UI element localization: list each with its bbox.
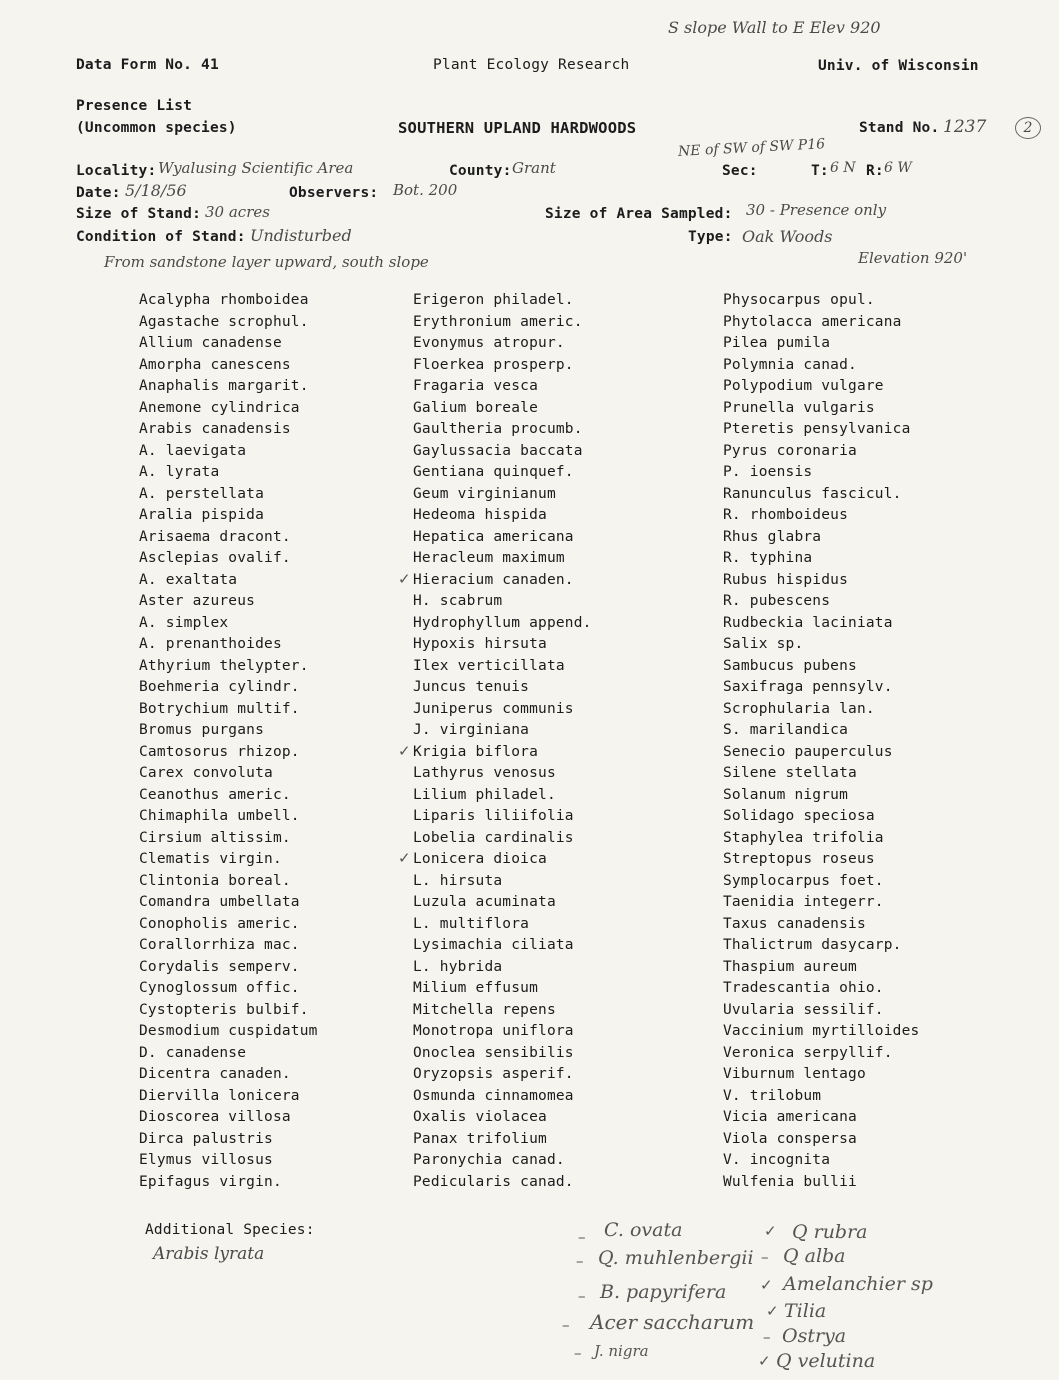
r-value: 6 W — [884, 160, 912, 176]
species-item: Juniperus communis — [413, 700, 574, 717]
species-item: Viburnum lentago — [723, 1066, 866, 1082]
check-mark: – — [763, 1328, 771, 1346]
page-title: SOUTHERN UPLAND HARDWOODS — [398, 119, 637, 137]
species-item: Taenidia integerr. — [723, 894, 884, 910]
species-column-2 — [413, 290, 592, 1193]
species-item: Saxifraga pennsylv. — [723, 679, 893, 695]
species-item: Wulfenia bullii — [723, 1173, 857, 1190]
species-item: Camtosorus rhizop. — [139, 743, 300, 760]
species-item: Viola conspersa — [723, 1130, 857, 1147]
species-item: Cynoglossum offic. — [139, 980, 300, 996]
additional-species-right-6: Q velutina — [776, 1350, 876, 1372]
elevation-note: Elevation 920' — [858, 249, 968, 267]
species-item: Staphylea trifolia — [723, 829, 884, 846]
species-item: P. ioensis — [723, 464, 813, 480]
species-item: Uvularia sessilif. — [723, 1001, 884, 1018]
species-item: Clintonia boreal. — [139, 872, 291, 889]
species-item: Hieracium canaden. — [413, 571, 574, 588]
species-item: Hypoxis hirsuta — [413, 636, 547, 652]
dash-mark: – — [562, 1316, 570, 1334]
species-item: R. rhomboideus — [723, 507, 849, 523]
species-item: Streptopus roseus — [723, 851, 875, 867]
section-value: NE of SW of SW P16 — [677, 136, 826, 160]
species-item: Phytolacca americana — [723, 313, 902, 330]
species-item: Hydrophyllum append. — [413, 614, 592, 631]
sec-label: Sec: — [722, 163, 758, 179]
species-item: Dioscorea villosa — [139, 1109, 291, 1125]
species-item: J. virginiana — [413, 722, 530, 738]
species-item: L. hybrida — [413, 958, 503, 975]
species-item: Diervilla lonicera — [139, 1087, 300, 1104]
additional-species-right-1: Q rubra — [792, 1221, 868, 1243]
r-label: R: — [866, 163, 884, 179]
species-item: Elymus villosus — [139, 1152, 273, 1168]
check-mark: – — [761, 1248, 769, 1266]
size-of-stand-value: 30 acres — [205, 203, 270, 221]
additional-species-left-3: B. papyrifera — [600, 1281, 727, 1303]
form-number: Data Form No. 41 — [76, 57, 219, 73]
species-item: Salix sp. — [723, 636, 804, 652]
species-item: Lathyrus venosus — [413, 765, 556, 781]
date-label: Date: — [76, 185, 121, 201]
species-item: Asclepias ovalif. — [139, 550, 291, 566]
species-item: Scrophularia lan. — [723, 700, 875, 717]
species-item: Krigia biflora — [413, 743, 539, 760]
species-item: Polymnia canad. — [723, 356, 857, 373]
type-value: Oak Woods — [742, 227, 833, 246]
species-item: Dirca palustris — [139, 1130, 273, 1147]
additional-species-right-3: Amelanchier sp — [783, 1273, 933, 1295]
check-mark: ✓ — [764, 1222, 777, 1240]
species-item: Botrychium multif. — [139, 700, 300, 717]
species-item: Bromus purgans — [139, 722, 265, 738]
species-item: L. multiflora — [413, 915, 530, 932]
species-item: Liparis liliifolia — [413, 808, 574, 824]
species-item: L. hirsuta — [413, 872, 503, 889]
species-item: Lobelia cardinalis — [413, 829, 574, 846]
dash-mark: – — [576, 1252, 584, 1270]
species-item: Veronica serpyllif. — [723, 1044, 893, 1061]
org-name: Plant Ecology Research — [433, 57, 630, 73]
species-item: Arisaema dracont. — [139, 528, 291, 545]
species-item: Aster azureus — [139, 593, 256, 609]
additional-species-left-5: J. nigra — [594, 1342, 649, 1360]
locality-value: Wyalusing Scientific Area — [158, 159, 354, 177]
species-item: Pedicularis canad. — [413, 1173, 574, 1190]
species-item: Gentiana quinquef. — [413, 464, 574, 480]
additional-species-label: Additional Species: — [145, 1222, 315, 1238]
species-item: Oryzopsis asperif. — [413, 1066, 574, 1082]
additional-handwritten-species: Arabis lyrata — [153, 1244, 265, 1264]
species-item: Athyrium thelypter. — [139, 657, 309, 674]
species-item: V. trilobum — [723, 1087, 822, 1104]
check-mark: ✓ — [766, 1302, 779, 1320]
species-item: Solanum nigrum — [723, 786, 849, 803]
stand-no-value: 1237 — [943, 117, 987, 137]
species-item: Floerkea prosperp. — [413, 356, 574, 373]
check-mark: ✓ — [398, 570, 411, 588]
county-value: Grant — [512, 159, 556, 177]
species-item: Ceanothus americ. — [139, 786, 291, 803]
species-item: Erythronium americ. — [413, 313, 583, 330]
species-item: Senecio pauperculus — [723, 743, 893, 760]
size-of-area-label: Size of Area Sampled: — [545, 206, 733, 222]
species-item: H. scabrum — [413, 593, 503, 609]
species-item: Rudbeckia laciniata — [723, 614, 893, 631]
species-item: S. marilandica — [723, 722, 849, 738]
species-item: Polypodium vulgare — [723, 378, 884, 394]
species-item: Chimaphila umbell. — [139, 808, 300, 824]
additional-species-right-2: Q alba — [783, 1245, 846, 1267]
species-item: Comandra umbellata — [139, 894, 300, 910]
check-mark: ✓ — [398, 742, 411, 760]
species-column-1 — [139, 290, 318, 1193]
stand-circle-number: 2 — [1015, 117, 1041, 139]
species-item: Juncus tenuis — [413, 679, 530, 695]
size-of-stand-label: Size of Stand: — [76, 206, 202, 222]
species-item: Milium effusum — [413, 980, 539, 996]
t-value: 6 N — [830, 160, 856, 176]
species-item: Lonicera dioica — [413, 851, 547, 867]
condition-label: Condition of Stand: — [76, 229, 246, 245]
stand-no-label: Stand No. — [859, 120, 940, 136]
species-item: Evonymus atropur. — [413, 335, 565, 351]
dash-mark: – — [578, 1287, 586, 1305]
species-item: Anaphalis margarit. — [139, 378, 309, 394]
species-item: A. simplex — [139, 614, 229, 631]
presence-list-label: Presence List — [76, 98, 193, 114]
check-mark: ✓ — [760, 1276, 773, 1294]
species-item: Agastache scrophul. — [139, 313, 309, 330]
species-item: R. pubescens — [723, 593, 831, 609]
species-item: D. canadense — [139, 1044, 247, 1061]
type-label: Type: — [688, 229, 733, 245]
species-item: Galium boreale — [413, 399, 539, 416]
species-item: Mitchella repens — [413, 1001, 556, 1018]
species-item: Corydalis semperv. — [139, 958, 300, 975]
additional-species-right-5: Ostrya — [782, 1325, 847, 1347]
species-item: Anemone cylindrica — [139, 399, 300, 416]
location-note: From sandstone layer upward, south slope — [104, 253, 429, 271]
check-mark: ✓ — [758, 1352, 771, 1370]
species-item: Clematis virgin. — [139, 851, 282, 867]
species-item: Paronychia canad. — [413, 1152, 565, 1168]
species-item: Rhus glabra — [723, 528, 822, 545]
species-item: Erigeron philadel. — [413, 292, 574, 308]
top-handwritten-note: S slope Wall to E Elev 920 — [668, 18, 881, 37]
dash-mark: – — [574, 1344, 582, 1362]
species-item: Fragaria vesca — [413, 378, 539, 394]
species-item: Osmunda cinnamomea — [413, 1087, 574, 1104]
species-item: Taxus canadensis — [723, 915, 866, 932]
species-item: A. perstellata — [139, 485, 265, 502]
species-item: Allium canadense — [139, 335, 282, 351]
species-column-3 — [723, 290, 919, 1193]
species-item: Boehmeria cylindr. — [139, 679, 300, 695]
species-item: Prunella vulgaris — [723, 399, 875, 416]
t-label: T: — [811, 163, 829, 179]
species-item: Gaultheria procumb. — [413, 421, 583, 437]
species-item: Pteretis pensylvanica — [723, 421, 911, 437]
species-item: Amorpha canescens — [139, 356, 291, 373]
species-item: A. lyrata — [139, 464, 220, 480]
species-item: Epifagus virgin. — [139, 1173, 282, 1190]
species-item: Gaylussacia baccata — [413, 442, 583, 459]
species-item: Rubus hispidus — [723, 571, 849, 588]
species-item: Physocarpus opul. — [723, 292, 875, 308]
county-label: County: — [449, 163, 512, 179]
species-item: Carex convoluta — [139, 765, 273, 781]
species-item: Monotropa uniflora — [413, 1023, 574, 1039]
species-item: Sambucus pubens — [723, 657, 857, 674]
species-item: Hepatica americana — [413, 528, 574, 545]
species-item: Panax trifolium — [413, 1130, 547, 1147]
species-item: Heracleum maximum — [413, 550, 565, 566]
species-item: Lilium philadel. — [413, 786, 556, 803]
species-item: Conopholis americ. — [139, 915, 300, 932]
species-item: Cystopteris bulbif. — [139, 1001, 309, 1018]
species-item: Hedeoma hispida — [413, 507, 547, 523]
observers-label: Observers: — [289, 185, 379, 201]
species-item: Ilex verticillata — [413, 657, 565, 674]
university-name: Univ. of Wisconsin — [818, 58, 979, 74]
species-item: Dicentra canaden. — [139, 1066, 291, 1082]
species-item: Thaspium aureum — [723, 958, 857, 975]
species-item: Pilea pumila — [723, 335, 831, 351]
species-item: Pyrus coronaria — [723, 442, 857, 459]
additional-species-left-4: Acer saccharum — [590, 1310, 755, 1334]
species-item: Desmodium cuspidatum — [139, 1023, 318, 1039]
species-item: Onoclea sensibilis — [413, 1044, 574, 1061]
date-value: 5/18/56 — [125, 181, 187, 200]
species-item: Arabis canadensis — [139, 421, 291, 437]
species-item: R. typhina — [723, 550, 813, 566]
species-item: Solidago speciosa — [723, 808, 875, 824]
size-of-area-value: 30 - Presence only — [746, 201, 887, 219]
species-item: Corallorrhiza mac. — [139, 937, 300, 953]
species-item: Oxalis violacea — [413, 1109, 547, 1125]
species-item: V. incognita — [723, 1152, 831, 1168]
species-item: A. exaltata — [139, 571, 238, 588]
check-mark: ✓ — [398, 849, 411, 867]
species-item: Thalictrum dasycarp. — [723, 937, 902, 953]
dash-mark: – — [578, 1228, 586, 1246]
species-item: A. prenanthoides — [139, 636, 282, 652]
locality-label: Locality: — [76, 163, 157, 179]
species-item: Ranunculus fascicul. — [723, 485, 902, 502]
species-item: Geum virginianum — [413, 485, 556, 502]
species-item: A. laevigata — [139, 442, 247, 459]
additional-species-left-2: Q. muhlenbergii — [598, 1247, 754, 1269]
observers-value: Bot. 200 — [393, 181, 458, 199]
uncommon-species-label: (Uncommon species) — [76, 120, 237, 136]
species-item: Silene stellata — [723, 765, 857, 781]
species-item: Symplocarpus foet. — [723, 872, 884, 889]
additional-species-left-1: C. ovata — [604, 1219, 683, 1241]
species-item: Acalypha rhomboidea — [139, 292, 309, 308]
species-item: Lysimachia ciliata — [413, 937, 574, 953]
species-item: Cirsium altissim. — [139, 829, 291, 846]
species-item: Tradescantia ohio. — [723, 980, 884, 996]
species-item: Vaccinium myrtilloides — [723, 1023, 920, 1039]
additional-species-right-4: Tilia — [784, 1300, 827, 1322]
species-item: Vicia americana — [723, 1109, 857, 1125]
species-item: Luzula acuminata — [413, 894, 556, 910]
condition-value: Undisturbed — [250, 226, 352, 245]
species-item: Aralia pispida — [139, 507, 265, 523]
